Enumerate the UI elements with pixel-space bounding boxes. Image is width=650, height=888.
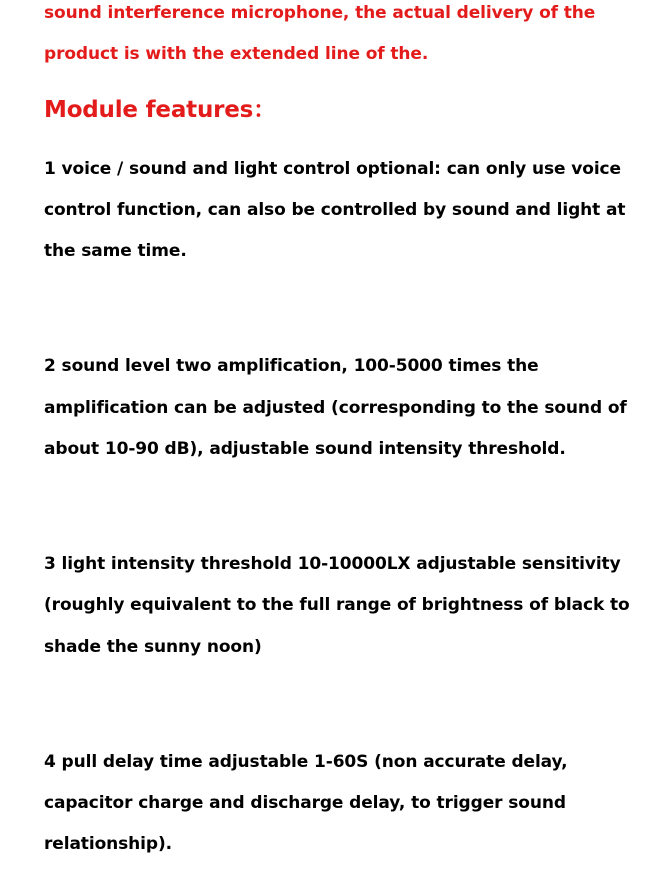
feature-2-line-3: about 10-90 dB), adjustable sound intensity threshold. [44,439,566,459]
feature-4-line-2: capacitor charge and discharge delay, to trigger sound [44,793,566,813]
feature-3-line-1: 3 light intensity threshold 10-10000LX adjustable sensitivity [44,554,621,574]
feature-4-line-3: relationship). [44,834,172,854]
feature-3-line-3: shade the sunny noon) [44,637,262,657]
feature-1-line-2: control function, can also be controlled by sound and light at [44,200,626,220]
module-features-heading: Module features： [44,97,276,123]
feature-2-line-1: 2 sound level two amplification, 100-5000 times the [44,356,539,376]
feature-3-line-2: (roughly equivalent to the full range of brightness of black to [44,595,630,615]
intro-line-2: product is with the extended line of the. [44,44,429,64]
feature-4-line-1: 4 pull delay time adjustable 1-60S (non accurate delay, [44,752,568,772]
feature-1-line-3: the same time. [44,241,187,261]
feature-1-line-1: 1 voice / sound and light control optional: can only use voice [44,159,621,179]
feature-2-line-2: amplification can be adjusted (corresponding to the sound of [44,398,627,418]
intro-line-1: sound interference microphone, the actual delivery of the [44,3,596,23]
